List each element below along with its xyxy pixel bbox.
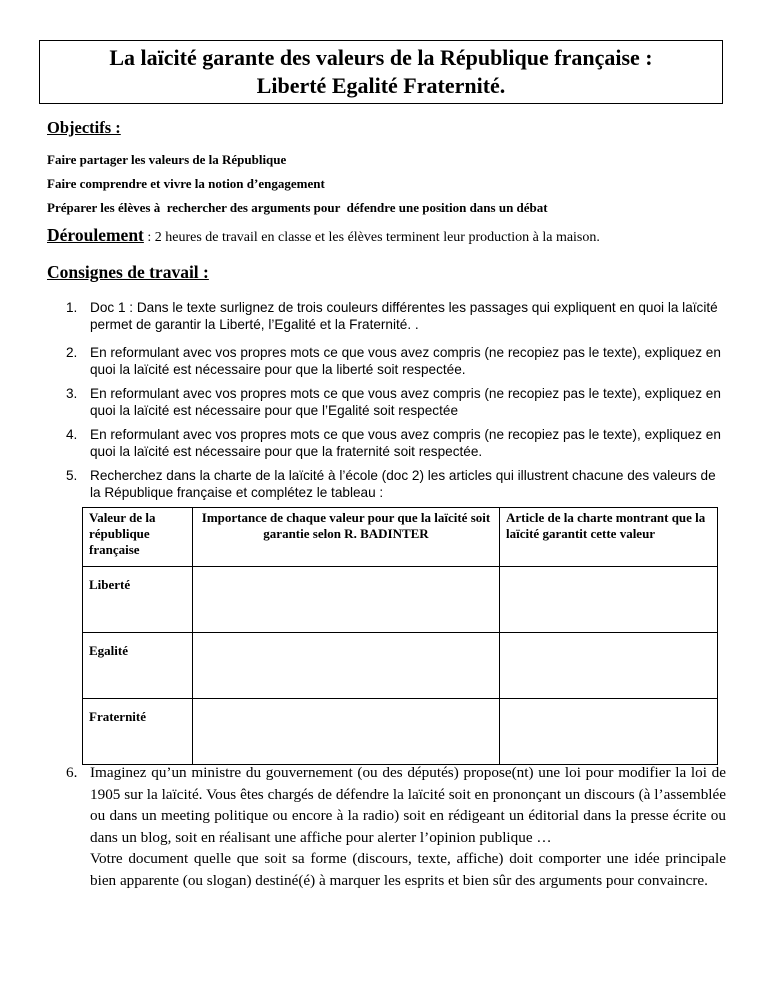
consigne-number: 5. xyxy=(66,468,78,483)
objectif-item: Faire comprendre et vivre la notion d’engagement xyxy=(47,176,325,191)
consigne-text: En reformulant avec vos propres mots ce que vous avez compris (ne recopiez pas le texte), expliquez en quoi la laïcité est nécessaire pour que l’Egalité soit respectée xyxy=(90,386,721,418)
table-cell-empty[interactable] xyxy=(500,633,718,699)
table-header-cell: Importance de chaque valeur pour que la laïcité soit garantie selon R. BADINTER xyxy=(193,508,500,567)
consigne-text: En reformulant avec vos propres mots ce que vous avez compris (ne recopiez pas le texte), expliquez en quoi la laïcité est nécessaire pour que la fraternité soit respectée. xyxy=(90,427,721,459)
consigne-number: 4. xyxy=(66,427,78,442)
consigne-item xyxy=(66,299,726,333)
consigne-item xyxy=(66,385,726,419)
consigne-item xyxy=(66,467,726,501)
page-title-line2: Liberté Egalité Fraternité. xyxy=(256,73,506,98)
title-box xyxy=(39,40,723,104)
table-row xyxy=(83,567,718,633)
consigne-item xyxy=(66,426,726,460)
table-row xyxy=(83,633,718,699)
table-header-row xyxy=(83,508,718,567)
consigne-text: Imaginez qu’un ministre du gouvernement (ou des députés) propose(nt) une loi pour modifier la loi de 1905 sur la laïcité. Vous êtes chargés de défendre la laïcité soit en prononçant un discours (à l’assemblée ou dans un meeting politique ou encore à la radio) soit en rédigeant un éditorial dans la presse écrite ou dans un blog, soit en réalisant une affiche pour alerter l’opinion publique … xyxy=(90,764,726,846)
consigne-number: 6. xyxy=(66,764,78,781)
deroulement xyxy=(47,225,600,246)
consigne-item xyxy=(66,344,726,378)
consigne-item xyxy=(66,762,726,891)
table-row-label: Liberté xyxy=(83,567,193,633)
table-header-cell: Article de la charte montrant que la laïcité garantit cette valeur xyxy=(500,508,718,567)
objectif-item: Préparer les élèves à rechercher des arguments pour défendre une position dans un débat xyxy=(47,200,548,215)
table-cell-empty[interactable] xyxy=(500,699,718,765)
deroulement-label: Déroulement xyxy=(47,225,144,245)
objectifs-heading: Objectifs : xyxy=(47,118,121,137)
consigne-number: 2. xyxy=(66,345,78,360)
table-header-cell: Valeur de la république française xyxy=(83,508,193,567)
table-cell-empty[interactable] xyxy=(193,633,500,699)
table-cell-empty[interactable] xyxy=(500,567,718,633)
consigne-text: En reformulant avec vos propres mots ce que vous avez compris (ne recopiez pas le texte), expliquez en quoi la laïcité est nécessaire pour que la liberté soit respectée. xyxy=(90,345,721,377)
deroulement-text: : 2 heures de travail en classe et les élèves terminent leur production à la maison. xyxy=(147,230,600,245)
consigne-number: 3. xyxy=(66,386,78,401)
values-table xyxy=(82,507,718,765)
consigne-number: 1. xyxy=(66,300,78,315)
consigne-text: Recherchez dans la charte de la laïcité à l’école (doc 2) les articles qui illustrent chacune des valeurs de la République française et complétez le tableau : xyxy=(90,468,716,500)
table-row xyxy=(83,699,718,765)
table-row-label: Fraternité xyxy=(83,699,193,765)
consigne-text-continued: Votre document quelle que soit sa forme (discours, texte, affiche) doit comporter une idée principale bien apparente (ou slogan) destiné(é) à marquer les esprits et bien sûr des arguments pour convaincre. xyxy=(90,850,726,889)
consignes-heading: Consignes de travail : xyxy=(47,262,209,282)
consigne-text: Doc 1 : Dans le texte surlignez de trois couleurs différentes les passages qui expliquent en quoi la laïcité permet de garantir la Liberté, l’Egalité et la Fraternité. . xyxy=(90,300,718,332)
page-title-line1: La laïcité garante des valeurs de la République française : xyxy=(109,45,653,70)
table-row-label: Egalité xyxy=(83,633,193,699)
objectif-item: Faire partager les valeurs de la République xyxy=(47,152,287,167)
table-cell-empty[interactable] xyxy=(193,699,500,765)
table-cell-empty[interactable] xyxy=(193,567,500,633)
